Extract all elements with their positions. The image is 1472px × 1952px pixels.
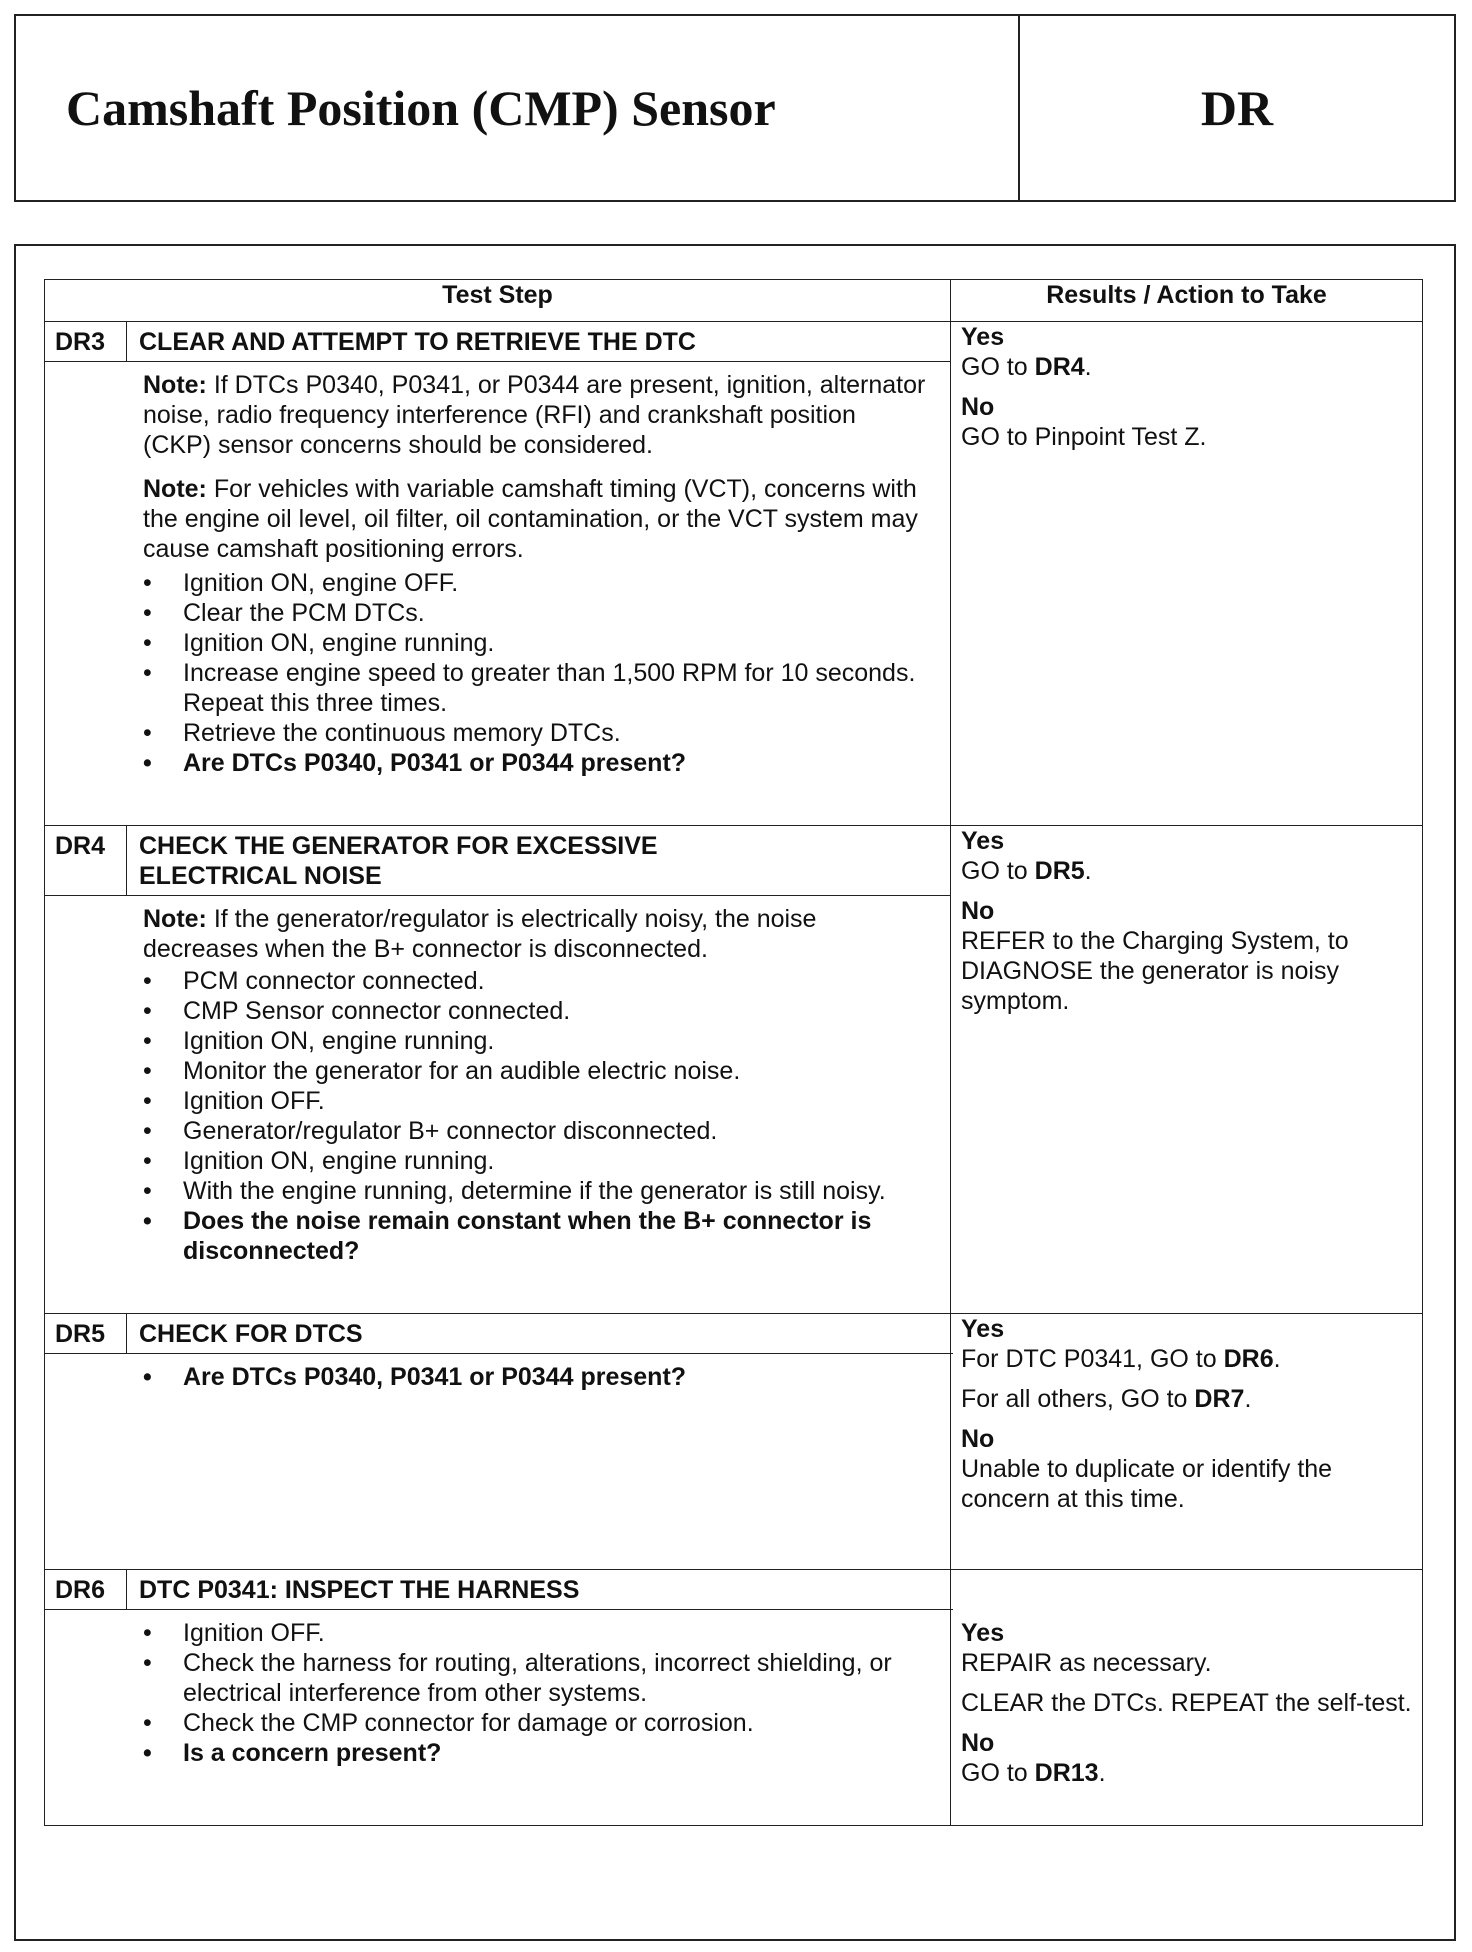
list-item: • Generator/regulator B+ connector disconnected. xyxy=(143,1116,930,1146)
step-title: CLEAR AND ATTEMPT TO RETRIEVE THE DTC xyxy=(139,328,696,356)
no-action: Unable to duplicate or identify the concern at this time. xyxy=(961,1455,1333,1513)
list-item: • Ignition ON, engine running. xyxy=(143,628,930,658)
no-action: REFER to the Charging System, to DIAGNOSE the generator is noisy symptom. xyxy=(961,927,1349,1015)
list-item: • Ignition ON, engine running. xyxy=(143,1146,930,1176)
no-label: No xyxy=(961,897,995,925)
step-reference: DR6 xyxy=(1223,1345,1274,1373)
step-row-dr3 xyxy=(45,322,1423,826)
result-cell-dr6 xyxy=(951,1570,1423,1826)
step-header xyxy=(45,322,950,362)
step-cell-dr6 xyxy=(45,1570,951,1826)
list-item: • Ignition ON, engine OFF. xyxy=(143,568,930,598)
step-bullets xyxy=(143,1362,930,1392)
list-item: • Retrieve the continuous memory DTCs. xyxy=(143,718,930,748)
step-body xyxy=(45,1610,950,1770)
step-bullets xyxy=(143,966,930,1266)
step-reference: DR13 xyxy=(1034,1759,1099,1787)
yes-label: Yes xyxy=(961,827,1005,855)
action-end: . xyxy=(1098,1759,1106,1787)
yes-action xyxy=(961,856,1412,886)
step-header xyxy=(45,1570,953,1610)
no-label: No xyxy=(961,1425,995,1453)
step-note xyxy=(143,370,930,460)
list-item: • Clear the PCM DTCs. xyxy=(143,598,930,628)
result-cell-dr4 xyxy=(951,826,1423,1314)
test-step-table xyxy=(44,279,1423,1826)
step-code: DR6 xyxy=(45,1570,127,1609)
step-header xyxy=(45,826,950,896)
step-body xyxy=(45,362,950,780)
step-reference: DR7 xyxy=(1194,1385,1245,1413)
note-label: Note: xyxy=(143,905,207,933)
action-end: . xyxy=(1084,857,1092,885)
step-title: CHECK FOR DTCS xyxy=(139,1320,363,1348)
note-label: Note: xyxy=(143,475,207,503)
step-title: DTC P0341: INSPECT THE HARNESS xyxy=(139,1576,580,1604)
action-end: . xyxy=(1273,1345,1281,1373)
no-action xyxy=(961,1758,1412,1788)
step-bullets xyxy=(143,1618,930,1768)
step-code: DR4 xyxy=(45,826,127,895)
step-question: • Are DTCs P0340, P0341 or P0344 present? xyxy=(143,1362,930,1392)
action-text: For all others, GO to xyxy=(961,1385,1195,1413)
result-cell-dr5 xyxy=(951,1314,1423,1570)
step-reference: DR4 xyxy=(1034,353,1085,381)
action-text: GO to xyxy=(961,1759,1035,1787)
step-code: DR3 xyxy=(45,322,127,361)
list-item: • PCM connector connected. xyxy=(143,966,930,996)
list-item: • Check the harness for routing, alterations, incorrect shielding, or electrical interference from other systems. xyxy=(143,1648,930,1708)
list-item: • Increase engine speed to greater than 1,500 RPM for 10 seconds. Repeat this three times. xyxy=(143,658,930,718)
step-title: CHECK THE GENERATOR FOR EXCESSIVE ELECTRICAL NOISE xyxy=(139,832,658,890)
step-cell-dr4 xyxy=(45,826,951,1314)
step-note xyxy=(143,904,930,964)
step-question: • Does the noise remain constant when the B+ connector is disconnected? xyxy=(143,1206,930,1266)
yes-label: Yes xyxy=(961,1315,1005,1343)
step-question: • Are DTCs P0340, P0341 or P0344 present? xyxy=(143,748,930,778)
page-title: Camshaft Position (CMP) Sensor xyxy=(16,16,1020,200)
no-action: GO to Pinpoint Test Z. xyxy=(961,423,1207,451)
note-text: If the generator/regulator is electrically noisy, the noise decreases when the B+ connector is disconnected. xyxy=(143,905,817,963)
step-row-dr4 xyxy=(45,826,1423,1314)
page-header xyxy=(14,14,1456,202)
yes-action: REPAIR as necessary. xyxy=(961,1649,1212,1677)
result-cell-dr3 xyxy=(951,322,1423,826)
step-question: • Is a concern present? xyxy=(143,1738,930,1768)
step-note xyxy=(143,474,930,564)
list-item: • Monitor the generator for an audible electric noise. xyxy=(143,1056,930,1086)
action-text: GO to xyxy=(961,353,1035,381)
list-item: • CMP Sensor connector connected. xyxy=(143,996,930,1026)
list-item: • With the engine running, determine if the generator is still noisy. xyxy=(143,1176,930,1206)
note-label: Note: xyxy=(143,371,207,399)
table-header-row xyxy=(45,280,1423,322)
step-body xyxy=(45,896,950,1268)
yes-action xyxy=(961,352,1412,382)
list-item: • Ignition OFF. xyxy=(143,1086,930,1116)
step-header xyxy=(45,1314,953,1354)
no-label: No xyxy=(961,1729,995,1757)
note-text: If DTCs P0340, P0341, or P0344 are present, ignition, alternator noise, radio frequency interference (RFI) and crankshaft position (CKP) sensor concerns should be considered. xyxy=(143,371,926,459)
action-end: . xyxy=(1084,353,1092,381)
step-bullets xyxy=(143,568,930,778)
yes-label: Yes xyxy=(961,323,1005,351)
list-item: • Ignition OFF. xyxy=(143,1618,930,1648)
yes-label: Yes xyxy=(961,1619,1005,1647)
no-label: No xyxy=(961,393,995,421)
step-reference: DR5 xyxy=(1034,857,1085,885)
list-item: • Ignition ON, engine running. xyxy=(143,1026,930,1056)
action-text: GO to xyxy=(961,857,1035,885)
step-row-dr5 xyxy=(45,1314,1423,1570)
yes-action-clear: CLEAR the DTCs. REPEAT the self-test. xyxy=(961,1689,1412,1717)
step-cell-dr5 xyxy=(45,1314,951,1570)
column-header-test-step: Test Step xyxy=(45,280,951,322)
step-code: DR5 xyxy=(45,1314,127,1353)
step-cell-dr3 xyxy=(45,322,951,826)
action-end: . xyxy=(1244,1385,1252,1413)
step-body xyxy=(45,1354,950,1394)
section-code: DR xyxy=(1200,80,1274,136)
yes-action-other xyxy=(961,1384,1412,1414)
note-text: For vehicles with variable camshaft timing (VCT), concerns with the engine oil level, oil filter, oil contamination, or the VCT system may cause camshaft positioning errors. xyxy=(143,475,918,563)
step-row-dr6 xyxy=(45,1570,1423,1826)
action-text: For DTC P0341, GO to xyxy=(961,1345,1224,1373)
list-item: • Check the CMP connector for damage or corrosion. xyxy=(143,1708,930,1738)
yes-action xyxy=(961,1344,1412,1374)
column-header-results: Results / Action to Take xyxy=(951,280,1423,322)
